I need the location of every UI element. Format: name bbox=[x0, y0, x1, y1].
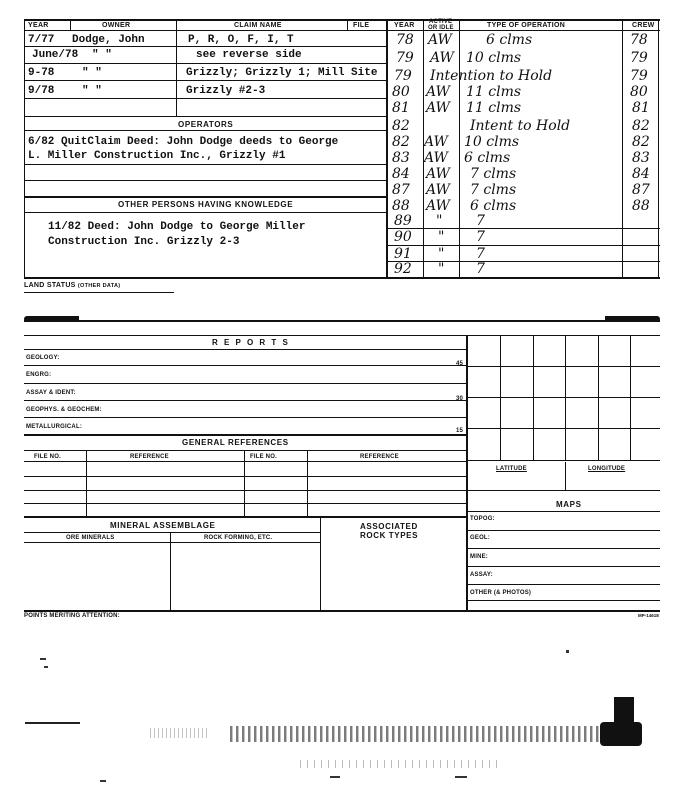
report-scale-15: 15 bbox=[456, 428, 464, 434]
latitude-label: LATITUDE bbox=[496, 466, 527, 472]
activity-status: AW bbox=[424, 134, 448, 150]
activity-operation: 10 clms bbox=[464, 134, 520, 150]
activity-status: AW bbox=[428, 32, 452, 48]
activity-year: 87 bbox=[392, 182, 410, 198]
activity-operation: 10 clms bbox=[466, 50, 522, 66]
ref-reference-header-2: REFERENCE bbox=[360, 454, 399, 460]
report-metallurgical: METALLURGICAL: bbox=[26, 424, 83, 430]
activity-status: AW bbox=[426, 198, 450, 214]
operators-line-1: 6/82 QuitClaim Deed: John Dodge deeds to George bbox=[28, 136, 339, 148]
ref-file-no-header: FILE NO. bbox=[34, 454, 61, 460]
other-persons-line-1: 11/82 Deed: John Dodge to George Miller bbox=[48, 221, 306, 233]
activity-operation: 7 bbox=[476, 261, 485, 277]
header-claim-name: CLAIM NAME bbox=[234, 22, 282, 29]
header-or-idle: OR IDLE bbox=[428, 25, 454, 31]
points-meriting-attention: POINTS MERITING ATTENTION: bbox=[24, 613, 120, 619]
activity-operation: 7 bbox=[476, 246, 485, 262]
activity-status: " bbox=[436, 213, 443, 229]
activity-status: AW bbox=[426, 84, 450, 100]
longitude-label: LONGITUDE bbox=[588, 466, 626, 472]
header-active: ACTIVE bbox=[429, 19, 453, 25]
report-geophys: GEOPHYS. & GEOCHEM: bbox=[26, 407, 102, 413]
other-persons-line-2: Construction Inc. Grizzly 2-3 bbox=[48, 236, 240, 248]
operators-title: OPERATORS bbox=[178, 120, 234, 129]
activity-operation: 7 bbox=[476, 213, 485, 229]
activity-status: AW bbox=[424, 150, 448, 166]
map-assay: ASSAY: bbox=[470, 572, 493, 578]
activity-year: 89 bbox=[394, 213, 412, 229]
activity-operation: 11 clms bbox=[466, 84, 522, 100]
owner-row-owner: " " bbox=[82, 67, 102, 79]
activity-year: 88 bbox=[392, 198, 410, 214]
activity-year: 91 bbox=[394, 246, 412, 262]
header-owner: OWNER bbox=[102, 22, 131, 29]
activity-operation: 7 clms bbox=[470, 166, 517, 182]
report-scale-45: 45 bbox=[456, 361, 464, 367]
activity-year: 78 bbox=[396, 32, 414, 48]
activity-operation: 6 clms bbox=[464, 150, 511, 166]
owner-row-year: June/78 bbox=[32, 49, 79, 61]
activity-status: " bbox=[438, 261, 445, 277]
other-persons-title: OTHER PERSONS HAVING KNOWLEDGE bbox=[118, 200, 294, 209]
activity-status: " bbox=[438, 246, 445, 262]
reports-title: R E P O R T S bbox=[212, 338, 290, 347]
owner-row-claim: Grizzly; Grizzly 1; Mill Site bbox=[186, 67, 378, 79]
activity-crew: 88 bbox=[632, 198, 650, 214]
activity-crew: 79 bbox=[630, 50, 648, 66]
activity-crew: 80 bbox=[630, 84, 648, 100]
header-type-of-operation: TYPE OF OPERATION bbox=[487, 22, 566, 29]
owner-row-claim: P, R, O, F, I, T bbox=[188, 34, 294, 46]
activity-year: 82 bbox=[392, 134, 410, 150]
activity-crew: 82 bbox=[632, 134, 650, 150]
activity-crew: 87 bbox=[632, 182, 650, 198]
scan-smear-right bbox=[605, 316, 660, 322]
report-scale-30: 30 bbox=[456, 396, 464, 402]
activity-year: 79 bbox=[396, 50, 414, 66]
owner-row-year: 9/78 bbox=[28, 85, 55, 97]
ref-reference-header: REFERENCE bbox=[130, 454, 169, 460]
rock-types-label: ROCK TYPES bbox=[360, 531, 419, 540]
mineral-rock-header: ROCK FORMING, ETC. bbox=[204, 535, 273, 541]
activity-crew: 81 bbox=[632, 100, 650, 116]
activity-status: AW bbox=[430, 50, 454, 66]
operators-line-2: L. Miller Construction Inc., Grizzly #1 bbox=[28, 150, 286, 162]
ref-file-no-header-2: FILE NO. bbox=[250, 454, 277, 460]
activity-operation: 7 clms bbox=[470, 182, 517, 198]
activity-year: 92 bbox=[394, 261, 412, 277]
activity-year: 82 bbox=[392, 118, 410, 134]
activity-status: AW bbox=[426, 182, 450, 198]
owner-row-owner: " " bbox=[92, 49, 112, 61]
header-year-2: YEAR bbox=[394, 22, 415, 29]
header-file: FILE bbox=[353, 22, 370, 29]
land-status-label: LAND STATUS bbox=[24, 282, 76, 289]
activity-operation: 6 clms bbox=[470, 198, 517, 214]
activity-operation: Intention to Hold bbox=[430, 68, 553, 84]
activity-operation: 11 clms bbox=[466, 100, 522, 116]
activity-crew: 84 bbox=[632, 166, 650, 182]
owner-row-owner: Dodge, John bbox=[72, 34, 145, 46]
activity-status: " bbox=[438, 229, 445, 245]
activity-operation: 6 clms bbox=[486, 32, 533, 48]
owner-row-year: 9-78 bbox=[28, 67, 55, 79]
report-assay: ASSAY & IDENT: bbox=[26, 390, 76, 396]
activity-year: 79 bbox=[394, 68, 412, 84]
activity-year: 83 bbox=[392, 150, 410, 166]
activity-year: 81 bbox=[392, 100, 410, 116]
maps-title: MAPS bbox=[556, 500, 582, 509]
report-geology: GEOLOGY: bbox=[26, 355, 60, 361]
header-crew: CREW bbox=[632, 22, 655, 29]
map-other: OTHER (& PHOTOS) bbox=[470, 590, 532, 596]
map-topog: TOPOG: bbox=[470, 516, 495, 522]
activity-operation: Intent to Hold bbox=[470, 118, 571, 134]
activity-operation: 7 bbox=[476, 229, 485, 245]
land-status-sub: (OTHER DATA) bbox=[77, 283, 121, 289]
activity-status: AW bbox=[426, 100, 450, 116]
mineral-assemblage-title: MINERAL ASSEMBLAGE bbox=[110, 521, 216, 530]
report-engrg: ENGRG: bbox=[26, 372, 52, 378]
associated-label: ASSOCIATED bbox=[360, 522, 418, 531]
owner-row-claim: see reverse side bbox=[196, 49, 302, 61]
activity-status: AW bbox=[426, 166, 450, 182]
form-number: MP-14618 bbox=[638, 613, 659, 618]
general-references-title: GENERAL REFERENCES bbox=[182, 438, 289, 447]
activity-crew: 79 bbox=[630, 68, 648, 84]
activity-year: 84 bbox=[392, 166, 410, 182]
scan-smear-left bbox=[24, 316, 79, 322]
mineral-ore-header: ORE MINERALS bbox=[66, 535, 115, 541]
map-mine: MINE: bbox=[470, 554, 488, 560]
activity-crew: 83 bbox=[632, 150, 650, 166]
owner-row-owner: " " bbox=[82, 85, 102, 97]
activity-crew: 78 bbox=[630, 32, 648, 48]
activity-year: 90 bbox=[394, 229, 412, 245]
map-geol: GEOL: bbox=[470, 535, 490, 541]
header-year: YEAR bbox=[28, 22, 49, 29]
owner-row-claim: Grizzly #2-3 bbox=[186, 85, 266, 97]
owner-row-year: 7/77 bbox=[28, 34, 55, 46]
activity-year: 80 bbox=[392, 84, 410, 100]
activity-crew: 82 bbox=[632, 118, 650, 134]
